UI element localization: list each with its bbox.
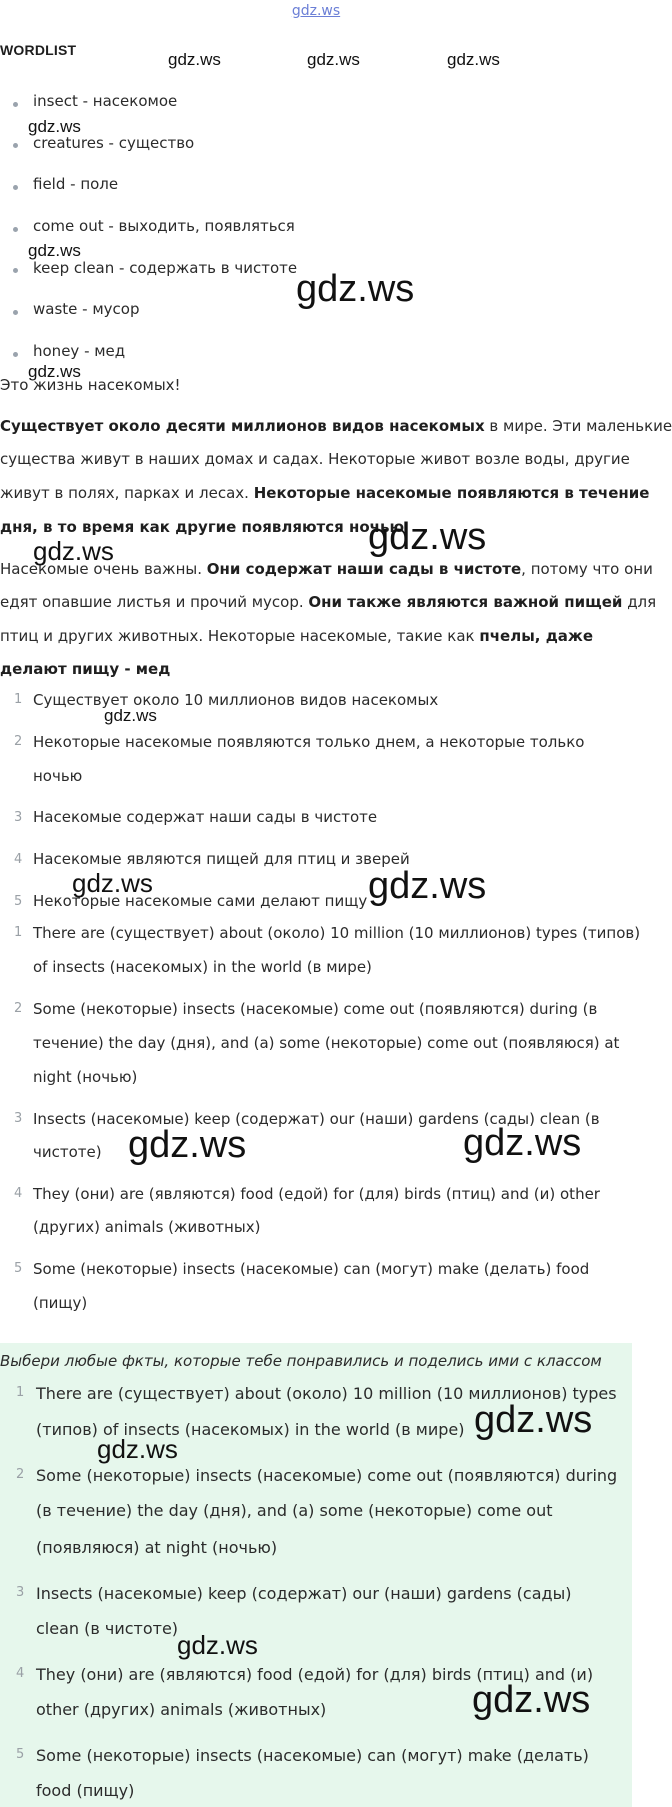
item-text: Некоторые насекомые сами делают пищу — [33, 892, 368, 910]
watermark: gdz.ws — [104, 706, 157, 725]
bold-phrase: дня, в то время как другие появляются ночью — [0, 518, 405, 536]
item-text: There are (существует) about (около) 10 million (10 миллионов) types (типов) — [33, 924, 641, 942]
item-text: Насекомые содержат наши сады в чистоте — [33, 808, 378, 826]
text-fragment: в мире. Эти маленькие — [484, 417, 672, 435]
paragraph-line — [0, 585, 657, 619]
item-text: Some (некоторые) insects (насекомые) come out (появляются) during (в — [33, 1000, 598, 1018]
item-text: чистоте) — [33, 1143, 102, 1161]
paragraph-line — [0, 619, 632, 653]
watermark: gdz.ws — [28, 241, 81, 260]
bullet-dot — [13, 352, 18, 357]
item-text: Существует около 10 миллионов видов насекомых — [33, 691, 439, 709]
item-text: (типов) of insects (насекомых) in the world (в мире) — [36, 1420, 465, 1439]
wordlist-item: creatures - существо — [33, 134, 195, 152]
item-number: 5 — [14, 1261, 23, 1276]
item-number: 3 — [16, 1585, 25, 1600]
item-text: Some (некоторые) insects (насекомые) can (могут) make (делать) — [36, 1746, 589, 1765]
item-number: 3 — [14, 810, 23, 825]
item-text: of insects (насекомых) in the world (в мире) — [33, 958, 372, 976]
item-text: Insects (насекомые) keep (содержат) our (наши) gardens (сады) clean (в — [33, 1110, 600, 1128]
item-text: They (они) are (являются) food (едой) for (для) birds (птиц) and (и) — [36, 1665, 594, 1684]
wordlist-item: waste - мусор — [33, 300, 140, 318]
watermark: gdz.ws — [447, 50, 500, 69]
item-number: 5 — [16, 1747, 25, 1762]
watermark: gdz.ws — [28, 117, 81, 136]
item-text: (пищу) — [33, 1294, 88, 1312]
item-text: Некоторые насекомые появляются только днем, а некоторые только — [33, 733, 585, 751]
item-number: 3 — [14, 1111, 23, 1126]
text-fragment: живут в полях, парках и лесах. — [0, 484, 254, 502]
wordlist-item: honey - мед — [33, 342, 126, 360]
item-number: 4 — [14, 852, 23, 867]
item-text: They (они) are (являются) food (едой) for (для) birds (птиц) and (и) other — [33, 1185, 600, 1203]
watermark: gdz.ws — [472, 1679, 591, 1721]
bold-phrase: Существует около десяти миллионов видов насекомых — [0, 417, 485, 435]
watermark: gdz.ws — [307, 50, 360, 69]
bold-phrase: Некоторые насекомые появляются в течение — [253, 484, 650, 502]
item-text: food (пищу) — [36, 1781, 135, 1800]
text-title: Это жизнь насекомых! — [0, 376, 181, 394]
bullet-dot — [13, 310, 18, 315]
item-number: 4 — [14, 1186, 23, 1201]
paragraph-line: существа живут в наших домах и садах. Некоторые живот возле воды, другие — [0, 450, 630, 468]
text-fragment: , потому что они — [521, 560, 653, 578]
item-number: 2 — [14, 1001, 23, 1016]
watermark: gdz.ws — [296, 268, 415, 310]
bullet-dot — [13, 227, 18, 232]
item-text: течение) the day (дня), and (а) some (некоторые) come out (появляюся) at — [33, 1034, 620, 1052]
watermark: gdz.ws — [168, 50, 221, 69]
text-fragment: Насекомые очень важны. — [0, 560, 207, 578]
item-number: 1 — [16, 1385, 25, 1400]
bold-phrase: Они также являются важной пищей — [308, 593, 623, 611]
item-number: 4 — [16, 1666, 25, 1681]
item-text: (в течение) the day (дня), and (а) some (некоторые) come out — [36, 1501, 553, 1520]
watermark: gdz.ws — [128, 1124, 247, 1166]
bold-phrase: Они содержат наши сады в чистоте — [206, 560, 522, 578]
item-text: Some (некоторые) insects (насекомые) come out (появляются) during — [36, 1466, 618, 1485]
item-text: (других) animals (животных) — [33, 1218, 261, 1236]
item-number: 2 — [16, 1467, 25, 1482]
bold-phrase: пчелы, даже — [479, 627, 594, 645]
site-link[interactable]: gdz.ws — [291, 3, 341, 19]
paragraph-line — [0, 476, 650, 510]
task-instruction: Выбери любые фкты, которые тебе понравились и поделись ими с классом — [0, 1352, 602, 1370]
watermark: gdz.ws — [28, 362, 81, 381]
item-number: 1 — [14, 692, 23, 707]
wordlist-item: come out - выходить, появляться — [33, 217, 295, 235]
text-fragment: для — [622, 593, 657, 611]
text-fragment: птиц и других животных. Некоторые насекомые, такие как — [0, 627, 480, 645]
item-number: 1 — [14, 925, 23, 940]
item-text: Насекомые являются пищей для птиц и зверей — [33, 850, 410, 868]
item-text: Some (некоторые) insects (насекомые) can (могут) make (делать) food — [33, 1260, 590, 1278]
text-fragment: едят опавшие листья и прочий мусор. — [0, 593, 309, 611]
bullet-dot — [13, 185, 18, 190]
watermark: gdz.ws — [72, 868, 153, 898]
bullet-dot — [13, 102, 18, 107]
item-text: other (других) animals (животных) — [36, 1700, 327, 1719]
item-number: 2 — [14, 734, 23, 749]
wordlist-item: insect - насекомое — [33, 92, 178, 110]
bullet-dot — [13, 143, 18, 148]
bullet-dot — [13, 268, 18, 273]
item-text: night (ночью) — [33, 1068, 138, 1086]
watermark: gdz.ws — [33, 536, 114, 566]
item-text: (появляюся) at night (ночью) — [36, 1538, 278, 1557]
paragraph-line — [0, 409, 672, 443]
watermark: gdz.ws — [368, 516, 487, 558]
item-text: clean (в чистоте) — [36, 1619, 179, 1638]
watermark: gdz.ws — [368, 865, 487, 907]
watermark: gdz.ws — [97, 1434, 178, 1464]
bold-phrase: делают пищу - мед — [0, 660, 171, 678]
watermark: gdz.ws — [474, 1399, 593, 1441]
item-text: There are (существует) about (около) 10 million (10 миллионов) types — [36, 1384, 617, 1403]
wordlist-item: field - поле — [33, 175, 119, 193]
item-text: ночью — [33, 767, 83, 785]
wordlist-title: WORDLIST — [0, 42, 77, 58]
item-text: Insects (насекомые) keep (содержат) our (наши) gardens (сады) — [36, 1584, 572, 1603]
item-number: 5 — [14, 894, 23, 909]
watermark: gdz.ws — [177, 1630, 258, 1660]
wordlist-item: keep clean - содержать в чистоте — [33, 259, 298, 277]
watermark: gdz.ws — [463, 1122, 582, 1164]
paragraph-line — [0, 652, 632, 686]
